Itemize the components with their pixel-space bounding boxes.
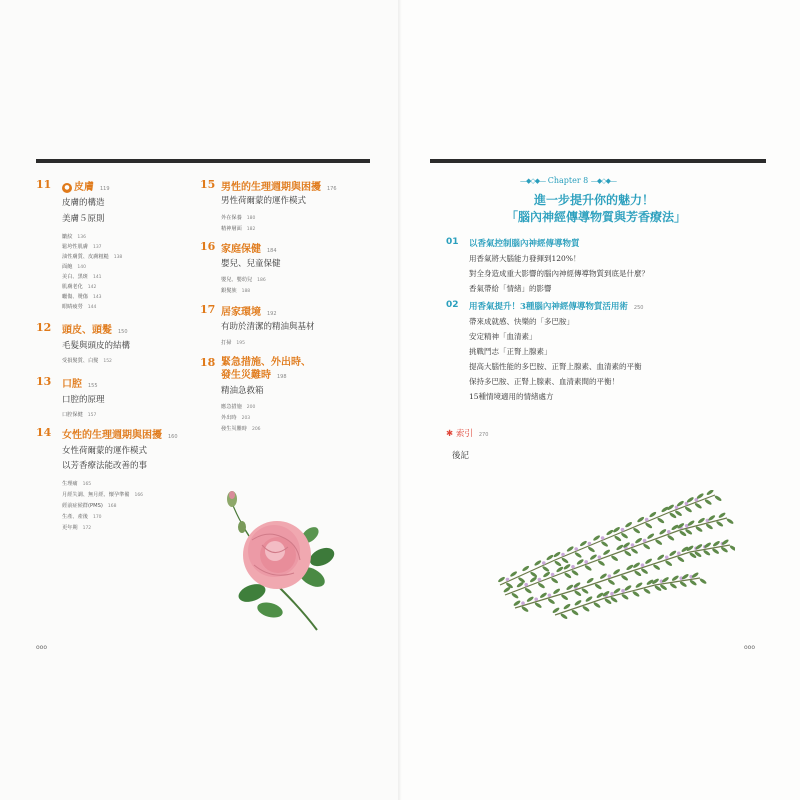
afterword-entry[interactable]: 後記	[452, 451, 470, 461]
section-line[interactable]: 挑戰鬥志「正腎上腺素」	[469, 347, 552, 356]
chapter-number: 13	[36, 375, 52, 388]
toc-subentry[interactable]: 毛髮與頭皮的結構	[62, 341, 131, 351]
page-number: 270	[478, 432, 489, 438]
left-top-rule	[36, 159, 370, 163]
toc-subentry[interactable]: 以芳香療法能改善的事	[62, 461, 148, 471]
toc-item[interactable]: 皺紋 136	[62, 234, 86, 240]
section-line[interactable]: 提高大腦性能的多巴胺、正腎上腺素、血清素的平衡	[469, 362, 642, 371]
chapter-number: 17	[200, 303, 216, 316]
section-number: 01	[446, 237, 459, 247]
toc-item[interactable]: 美白、黑斑 141	[62, 274, 102, 280]
herb-sprig-illustration-icon	[495, 490, 735, 620]
page-folio-right: ooo	[744, 644, 756, 651]
chapter-label	[520, 176, 616, 185]
toc-subentry[interactable]: 口腔的原理	[62, 395, 105, 405]
chapter-number: 18	[200, 356, 216, 369]
toc-subentry[interactable]: 女性荷爾蒙的運作模式	[62, 446, 148, 456]
chapter-number: 11	[36, 178, 52, 191]
section-line[interactable]: 安定精神「血清素」	[469, 332, 537, 341]
gutter	[398, 0, 402, 800]
chapter-title[interactable]: 口腔 155	[62, 379, 98, 390]
section-line[interactable]: 對全身造成重大影響的腦內神經傳導物質到底是什麼？	[469, 269, 649, 278]
toc-item[interactable]: 經前症候群(PMS) 168	[62, 503, 117, 509]
chapter-label-text: Chapter 8	[547, 176, 589, 185]
toc-item[interactable]: 應急措施 200	[221, 404, 256, 410]
toc-item[interactable]: 外在保養 180	[221, 215, 256, 221]
toc-item[interactable]: 打掃 195	[221, 340, 245, 346]
toc-item[interactable]: 嬰兒、嬰幼兒 186	[221, 277, 266, 283]
toc-item[interactable]: 銀髮族 188	[221, 288, 251, 294]
right-top-rule	[430, 159, 766, 163]
toc-subentry[interactable]: 有助於清潔的精油與基材	[221, 322, 315, 332]
chapter-title[interactable]: 頭皮、頭髮 150	[62, 325, 128, 336]
index-label: 索引	[455, 429, 473, 439]
section-number: 02	[446, 300, 459, 310]
chapter-title-text: 皮膚	[74, 182, 94, 193]
chapter-title[interactable]: 居家環境 192	[221, 307, 277, 318]
chapter-number: 14	[36, 426, 52, 439]
index-bullet-icon: ✱	[446, 429, 454, 439]
toc-item[interactable]: 發生災難時 206	[221, 426, 261, 432]
chapter-number: 15	[200, 178, 216, 191]
chapter-title-line1: 進一步提升你的魅力！	[534, 193, 655, 207]
toc-item[interactable]: 生產、產後 170	[62, 514, 102, 520]
toc-item[interactable]: 精神層面 182	[221, 226, 256, 232]
ornament-right-icon: —◆◇◆—	[590, 177, 616, 185]
toc-item[interactable]: 更年期 172	[62, 525, 92, 531]
toc-subentry[interactable]: 男性荷爾蒙的運作模式	[221, 196, 307, 206]
right-page	[400, 0, 800, 800]
toc-item[interactable]: 面皰 140	[62, 264, 86, 270]
toc-subentry[interactable]: 精油急救箱	[221, 386, 264, 396]
toc-item[interactable]: 油性膚質、皮膚粗糙 138	[62, 254, 123, 260]
toc-item[interactable]: 肌膚老化 142	[62, 284, 97, 290]
section-marker-icon: ●	[62, 183, 72, 193]
toc-subentry[interactable]: 嬰兒、兒童保健	[221, 259, 281, 269]
chapter-title[interactable]: 家庭保健 184	[221, 244, 277, 255]
toc-item[interactable]: 鬆垮性肌膚 137	[62, 244, 102, 250]
section-title[interactable]: 用香氣提升！3種腦內神經傳導物質活用術 250	[469, 302, 644, 312]
section-title[interactable]: 以香氣控制腦內神經傳導物質	[469, 239, 580, 249]
page-number: 119	[100, 186, 110, 192]
rose-illustration-icon	[212, 485, 352, 635]
toc-subentry[interactable]: 皮膚的構造	[62, 198, 105, 208]
chapter-title[interactable]: 緊急措施、外出時、 發生災難時 198	[221, 357, 311, 381]
index-entry[interactable]	[446, 427, 488, 439]
ornament-left-icon: —◆◇◆—	[520, 177, 546, 185]
toc-item[interactable]: 受損髮質、白髮 152	[62, 358, 112, 364]
toc-item[interactable]: 生理痛 165	[62, 481, 92, 487]
toc-item[interactable]: 眼睛疲勞 144	[62, 304, 97, 310]
chapter-title[interactable]: 男性的生理週期與困擾 176	[221, 182, 337, 193]
toc-item[interactable]: 月經失調、無月經、懷孕準備 166	[62, 492, 144, 498]
chapter-number: 16	[200, 240, 216, 253]
chapter-title-line2: 「腦內神經傳導物質與芳香療法」	[506, 210, 687, 224]
chapter-number: 12	[36, 321, 52, 334]
chapter-title[interactable]	[62, 178, 110, 193]
toc-item[interactable]: 口腔保健 157	[62, 412, 97, 418]
toc-item[interactable]: 曬傷、燙傷 143	[62, 294, 102, 300]
section-line[interactable]: 帶來成就感、快樂的「多巴胺」	[469, 317, 574, 326]
section-line[interactable]: 15種情境適用的情緒處方	[469, 392, 554, 401]
toc-item[interactable]: 外出時 203	[221, 415, 251, 421]
section-line[interactable]: 用香氣將大腦能力發揮到120%！	[469, 254, 581, 263]
page-folio-left: ooo	[36, 644, 48, 651]
chapter-title[interactable]: 女性的生理週期與困擾 160	[62, 430, 178, 441]
section-line[interactable]: 香氣帶給「情緒」的影響	[469, 284, 552, 293]
toc-subentry[interactable]: 美膚５原則	[62, 214, 105, 224]
section-line[interactable]: 保持多巴胺、正腎上腺素、血清素間的平衡！	[469, 377, 619, 386]
